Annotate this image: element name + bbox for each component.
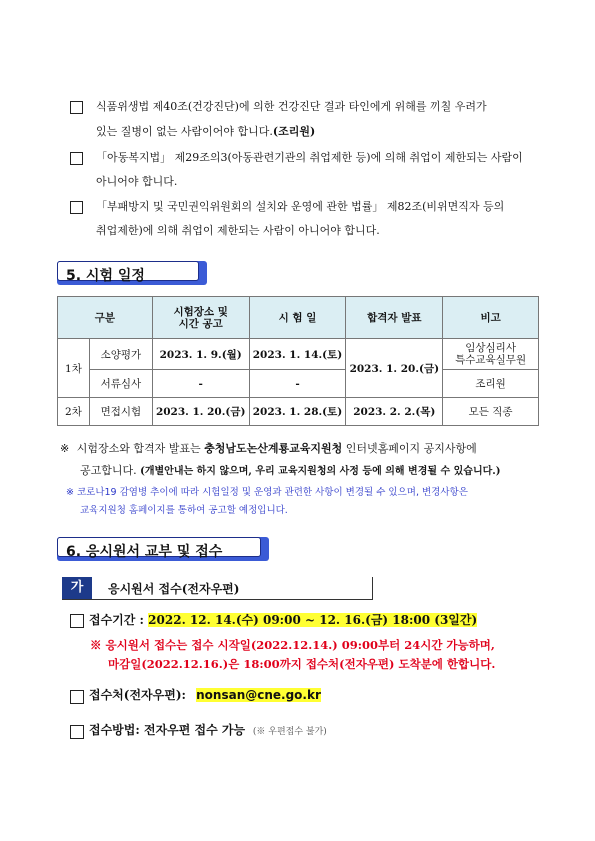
checklist-item-3-line2: 취업제한)에 의해 취업이 제한되는 사람이 아니어야 합니다.: [96, 224, 380, 237]
note-cell: 임상심리사 특수교육실무원: [443, 339, 539, 370]
checkbox-icon: [70, 152, 83, 165]
header-category: 구분: [58, 297, 153, 339]
checklist-item-1-line1: 식품위생법 제40조(건강진단)에 의한 건강진단 결과 타인에게 위해를 끼칠 우려가: [96, 100, 487, 113]
period-value: 2022. 12. 14.(수) 09:00 ~ 12. 16.(금) 18:00 (3일간): [148, 613, 478, 627]
notice-cell: 2023. 1. 9.(월): [152, 339, 249, 370]
place-row: 접수처(전자우편): nonsan@cne.go.kr: [89, 688, 321, 702]
stage-cell: 2차: [58, 398, 90, 426]
checklist-item-3-line1: 「부패방지 및 국민권익위원회의 설치와 운영에 관한 법률」 제82조(비위면직자 등의: [96, 200, 505, 213]
exam-cell: 2023. 1. 28.(토): [249, 398, 346, 426]
header-result: 합격자 발표: [346, 297, 443, 339]
note-cell: 조리원: [443, 370, 539, 398]
period-row: 접수기간 : 2022. 12. 14.(수) 09:00 ~ 12. 16.(금) 18:00 (3일간): [89, 613, 478, 627]
header-note: 비고: [443, 297, 539, 339]
subsection-title: 응시원서 접수(전자우편): [108, 582, 240, 596]
notice-cell: 2023. 1. 20.(금): [152, 398, 249, 426]
warning-line2: 마감일(2022.12.16.)은 18:00까지 접수처(전자우편) 도착분에 한합니다.: [108, 657, 496, 671]
subsection-a: [62, 577, 373, 600]
subsection-tag: 가: [62, 577, 92, 599]
stage-cell: 1차: [58, 339, 90, 398]
checkbox-icon: [70, 101, 83, 114]
note-1-line1: ※ 시험장소와 합격자 발표는 충청남도논산계룡교육지원청 인터넷홈페이지 공지사항에: [60, 442, 477, 455]
notice-cell: -: [152, 370, 249, 398]
checklist-item-2-line2: 아니어야 합니다.: [96, 175, 178, 188]
warning-line1: ※ 응시원서 접수는 접수 시작일(2022.12.14.) 09:00부터 24시간 가능하며,: [90, 638, 495, 652]
checkbox-icon: [70, 614, 84, 628]
note-1-line2: 공고합니다. (개별안내는 하지 않으며, 우리 교육지원청의 사정 등에 의해 변경될 수 있습니다.): [80, 464, 501, 477]
header-notice: 시험장소 및 시간 공고: [152, 297, 249, 339]
method-row: 접수방법: 전자우편 접수 가능 (※ 우편접수 불가): [89, 723, 327, 737]
schedule-table: [57, 296, 539, 426]
exam-cell: 2023. 1. 14.(토): [249, 339, 346, 370]
type-cell: 서류심사: [89, 370, 152, 398]
header-exam-date: 시 험 일: [249, 297, 346, 339]
checkbox-icon: [70, 690, 84, 704]
checkbox-icon: [70, 201, 83, 214]
type-cell: 소양평가: [89, 339, 152, 370]
note-2-line2: 교육지원청 홈페이지를 통하여 공고할 예정입니다.: [80, 505, 288, 516]
note-2-line1: ※ 코로나19 감염병 추이에 따라 시험일정 및 운영과 관련한 사항이 변경될 수 있으며, 변경사항은: [66, 487, 468, 498]
checkbox-icon: [70, 725, 84, 739]
type-cell: 면접시험: [89, 398, 152, 426]
checklist-item-1-line2: 있는 질병이 없는 사람이어야 합니다.(조리원): [96, 125, 316, 138]
email-address: nonsan@cne.go.kr: [196, 688, 321, 702]
result-cell: 2023. 1. 20.(금): [346, 339, 443, 398]
section-6-heading: 6. 응시원서 교부 및 접수: [57, 537, 269, 561]
checklist-item-2-line1: 「아동복지법」 제29조의3(아동관련기관의 취업제한 등)에 의해 취업이 제한되는 사람이: [96, 151, 523, 164]
exam-cell: -: [249, 370, 346, 398]
section-5-heading: 5. 시험 일정: [57, 261, 207, 285]
result-cell: 2023. 2. 2.(목): [346, 398, 443, 426]
role-label: (조리원): [272, 125, 316, 138]
note-cell: 모든 직종: [443, 398, 539, 426]
